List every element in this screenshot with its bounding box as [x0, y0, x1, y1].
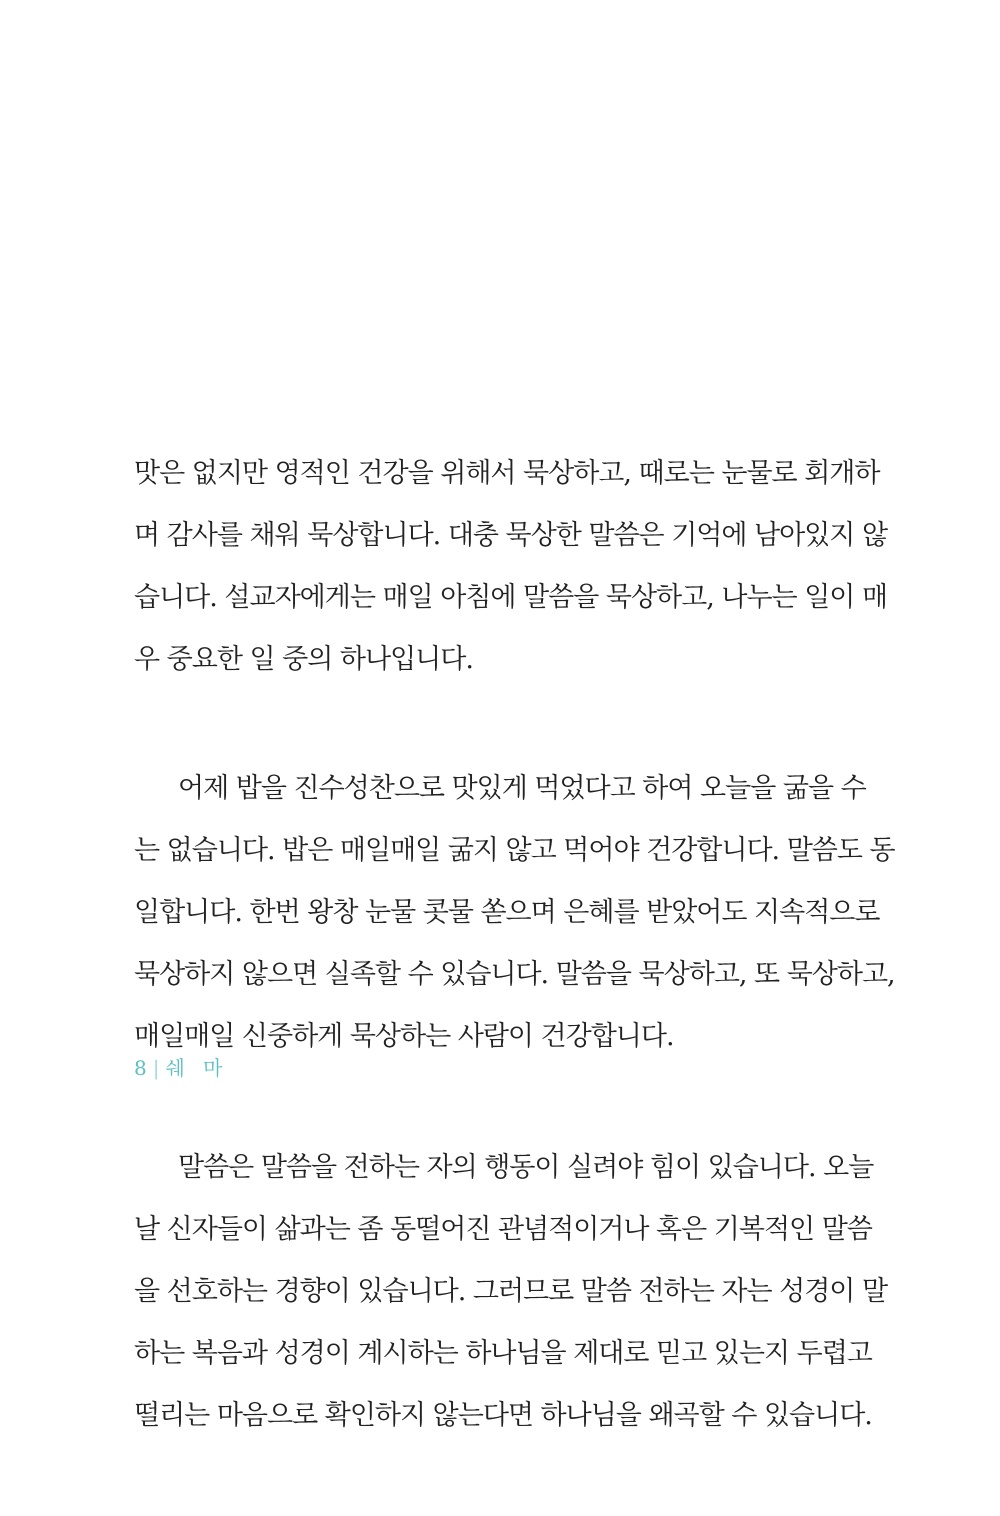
book-title: 쉐 마 — [165, 1056, 229, 1080]
paragraph-3 — [134, 1137, 888, 1447]
text-line: 일합니다. 한번 왕창 눈물 콧물 쏟으며 은혜를 받았어도 지속적으로 — [134, 897, 880, 928]
text-line: 묵상하지 않으면 실족할 수 있습니다. 말씀을 묵상하고, 또 묵상하고, — [134, 959, 895, 990]
text-line: 날 신자들이 삶과는 좀 동떨어진 관념적이거나 혹은 기복적인 말씀 — [134, 1214, 872, 1245]
text-line: 을 선호하는 경향이 있습니다. 그러므로 말씀 전하는 자는 성경이 말 — [134, 1276, 888, 1307]
page-body — [134, 443, 895, 1516]
text-line: 습니다. 설교자에게는 매일 아침에 말씀을 묵상하고, 나누는 일이 매 — [134, 582, 888, 613]
text-line: 매일매일 신중하게 묵상하는 사람이 건강합니다. — [134, 1021, 674, 1052]
page-number: 8 — [134, 1056, 147, 1080]
text-line: 하는 복음과 성경이 계시하는 하나님을 제대로 믿고 있는지 두렵고 — [134, 1338, 872, 1369]
text-line: 며 감사를 채워 묵상합니다. 대충 묵상한 말씀은 기억에 남아있지 않 — [134, 520, 888, 551]
footer-separator: | — [152, 1056, 160, 1080]
paragraph-2 — [134, 758, 895, 1068]
paragraph-1 — [134, 443, 888, 691]
text-line: 우 중요한 일 중의 하나입니다. — [134, 644, 473, 675]
text-line: 맛은 없지만 영적인 건강을 위해서 묵상하고, 때로는 눈물로 회개하 — [134, 458, 880, 489]
text-line: 는 없습니다. 밥은 매일매일 굶지 않고 먹어야 건강합니다. 말씀도 동 — [134, 835, 895, 866]
text-line: 어제 밥을 진수성찬으로 맛있게 먹었다고 하여 오늘을 굶을 수 — [178, 773, 866, 804]
text-line: 말씀은 말씀을 전하는 자의 행동이 실려야 힘이 있습니다. 오늘 — [178, 1152, 874, 1183]
text-line: 떨리는 마음으로 확인하지 않는다면 하나님을 왜곡할 수 있습니다. — [134, 1400, 872, 1431]
page-footer — [134, 1052, 228, 1081]
